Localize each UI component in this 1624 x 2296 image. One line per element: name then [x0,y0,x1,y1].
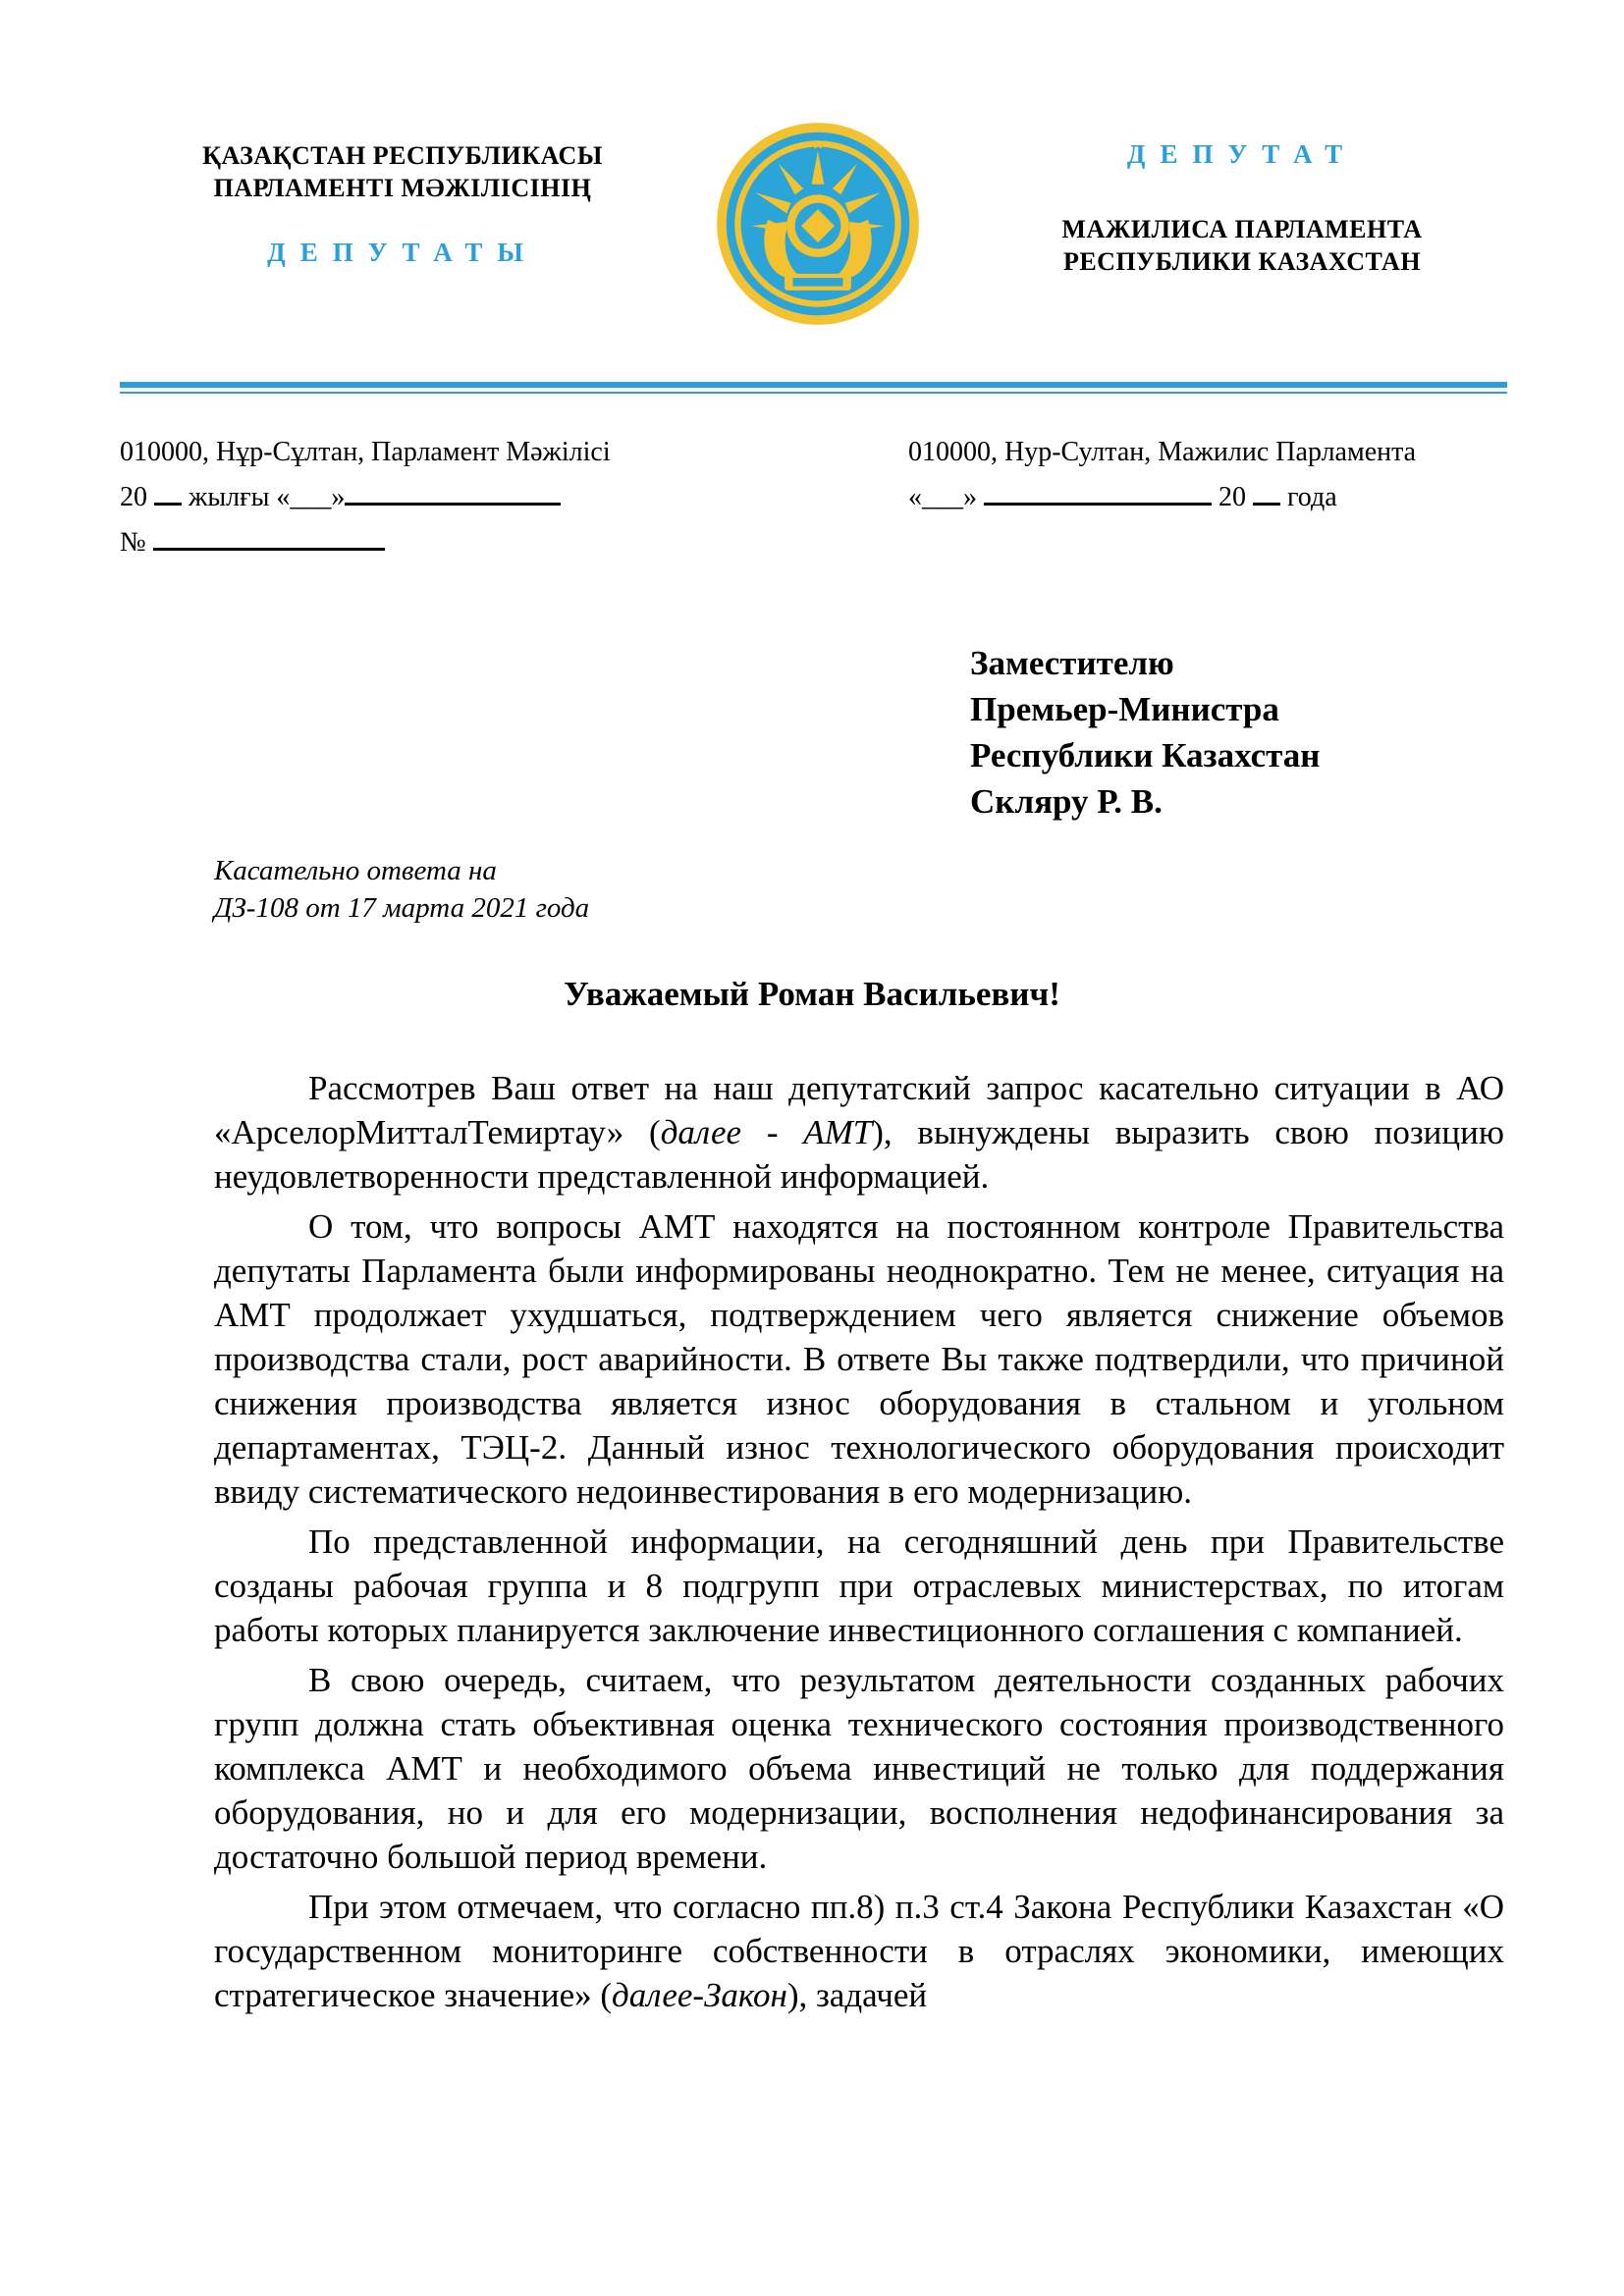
paragraph-5 [214,1885,1504,2017]
number-blank [153,526,385,551]
year-blank [154,481,182,506]
header-divider-thin [120,392,1507,394]
addressee-line4: Скляру Р. В. [970,782,1163,821]
date-line-russian [908,475,1416,520]
addressee-line3: Республики Казахстан [970,736,1321,774]
paragraph-1 [214,1066,1504,1199]
header-kazakh-deputy: ДЕПУТАТЫ [267,238,538,267]
address-kazakh [120,430,611,565]
paragraph-1-text-a: Рассмотрев Ваш ответ на наш депутатский запрос касательно ситуации в АО «АрселорМитталТемиртау» ( [214,1069,1504,1151]
date-year-prefix-ru: 20 [1218,482,1246,512]
regarding-note [214,852,589,927]
salutation: Уважаемый Роман Васильевич! [564,975,1060,1013]
number-line [120,520,611,565]
month-blank-ru [984,481,1212,506]
paragraph-2: О том, что вопросы АМТ находятся на постоянном контроле Правительства депутаты Парламента были информированы неоднократно. Тем не менее, ситуация на АМТ продолжает ухудшаться, подтверждением чего является снижение объемов производства стали, рост аварийности. В ответе Вы также подтвердили, что причиной снижения производства является износ оборудования в стальном и угольном департаментах, ТЭЦ-2. Данный износ технологического оборудования происходит ввиду систематического недоинвестирования в его модернизацию. [214,1207,1504,1511]
addressee-line2: Премьер-Министра [970,690,1279,728]
header-kazakh-line1: ҚАЗАҚСТАН РЕСПУБЛИКАСЫ [202,141,603,170]
addressee [970,640,1320,825]
month-blank [345,481,561,506]
paragraph-5-text-b: ), задачей [786,1976,928,2014]
addressee-line1: Заместителю [970,644,1174,682]
date-day-label: жылғы «___» [189,482,346,512]
paragraph-5-text-a: При этом отмечаем, что согласно пп.8) п.3 ст.4 Закона Республики Казахстан «О государственном мониторинге собственности в отраслях экономики, имеющих стратегическое значение» ( [214,1888,1504,2014]
address-kazakh-line: 010000, Нұр-Сұлтан, Парламент Мәжілісі [120,437,611,467]
paragraph-5-emphasis: далее-Закон [612,1976,787,2014]
header-kazakh-line2: ПАРЛАМЕНТІ МӘЖІЛІСІНІҢ [213,174,592,202]
header-russian-deputy: ДЕПУТАТ [1126,139,1358,169]
number-label: № [120,527,146,558]
regarding-line2: ДЗ-108 от 17 марта 2021 года [214,892,590,924]
header-divider-thick [120,382,1507,388]
paragraph-1-emphasis: далее - АМТ [660,1113,873,1151]
paragraph-3: По представленной информации, на сегодняшний день при Правительстве созданы рабочая группа и 8 подгрупп при отраслевых министерствах, по итогам работы которых планируется заключение инвестиционного соглашения с компанией. [214,1522,1504,1649]
header-russian [977,139,1507,278]
date-line-kazakh [120,475,611,520]
header-russian-line1: МАЖИЛИСА ПАРЛАМЕНТА [1061,215,1423,243]
address-russian [908,430,1416,520]
paragraph-4: В свою очередь, считаем, что результатом деятельности созданных рабочих групп должна стать объективная оценка технического состояния производственного комплекса АМТ и необходимого объема инвестиций не только для поддержания оборудования, но и для его модернизации, восполнения недофинансирования за достаточно большой период времени. [214,1661,1504,1876]
date-day-label-ru: «___» [908,482,977,512]
paragraph-1-text-b: ), вынуждены выразить свою позицию неудовлетворенности представленной информацией. [214,1113,1505,1196]
header-russian-line2: РЕСПУБЛИКИ КАЗАХСТАН [1062,247,1422,276]
year-blank-ru [1253,481,1280,506]
address-russian-line: 010000, Нур-Султан, Мажилис Парламента [908,437,1417,467]
date-year-prefix: 20 [120,482,147,512]
kazakhstan-emblem-icon [714,120,922,328]
header-kazakh [137,139,668,268]
regarding-line1: Касательно ответа на [214,855,497,886]
letter-body [214,1066,1504,2023]
date-year-suffix-ru: года [1287,482,1337,512]
